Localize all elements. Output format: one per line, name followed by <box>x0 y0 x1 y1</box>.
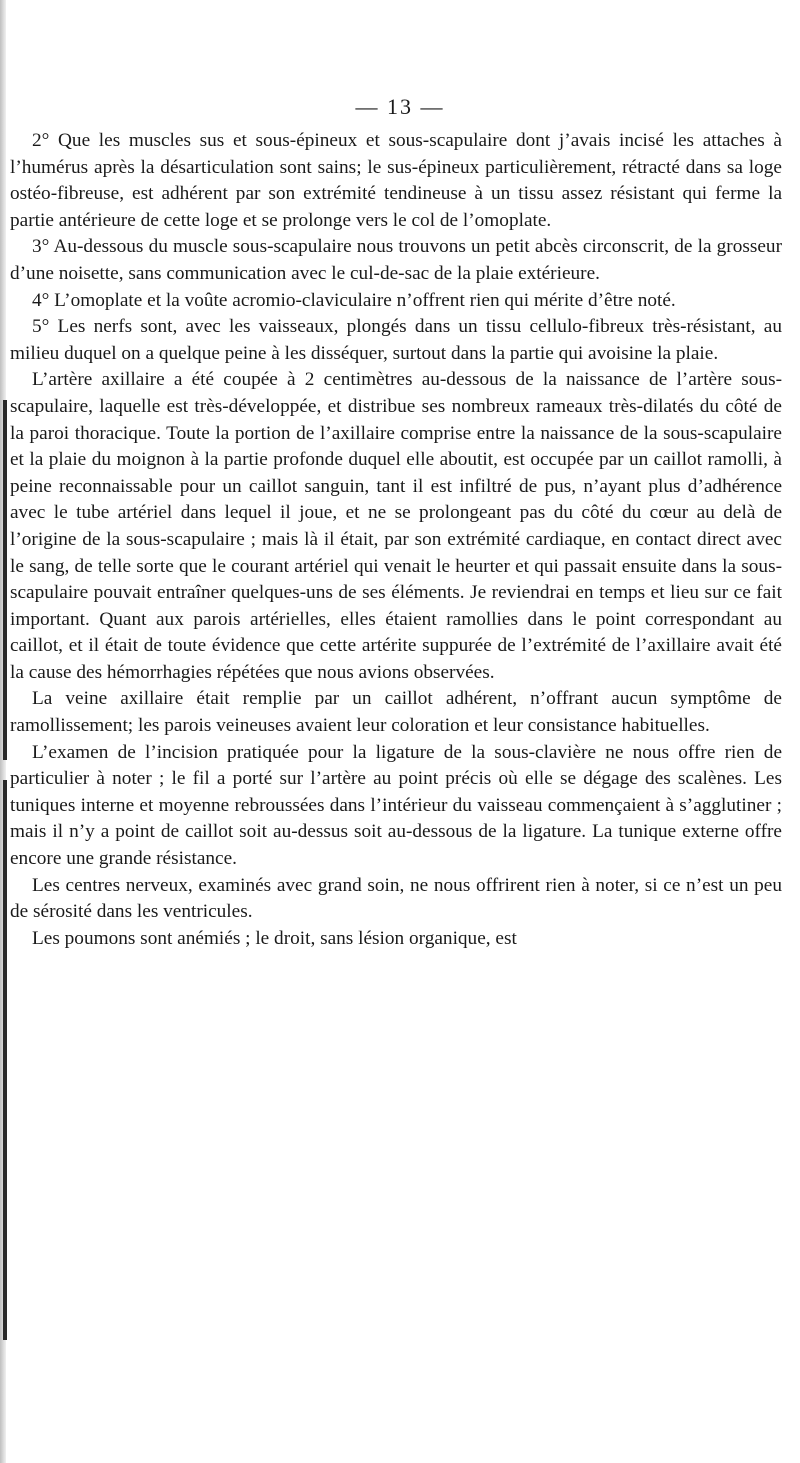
binding-gutter-mark <box>3 400 7 760</box>
paragraph-nervous-centers: Les centres nerveux, examinés avec grand soin, ne nous offrirent rien à noter, si ce n’est un peu de sérosité dans les ventricules. <box>10 874 782 923</box>
paragraph-muscles: 2° Que les muscles sus et sous-épineux et sous-scapulaire dont j’avais incisé les attaches à l’humérus après la désarticulation sont sains; le sus-épineux particulièrement, rétracté dans sa loge ostéo-fibreuse, est adhérent par son extrémité tendineuse à un tissu assez résistant qui ferme la partie antérieure de cette loge et se prolonge vers le col de l’omoplate. <box>10 130 782 231</box>
paragraph-subclavian-ligature: L’examen de l’incision pratiquée pour la ligature de la sous-clavière ne nous offre rien de particulier à noter ; le fil a porté sur l’artère au point précis où elle se dégage des scalènes. Les tuniques interne et moyenne rebroussées dans l’intérieur du vaisseau commençaient à s’agglutiner ; mais il n’y a point de caillot soit au-dessus soit au-dessous de la ligature. La tunique externe offre encore une grande résistance. <box>10 741 782 870</box>
paragraph-scapula: 4° L’omoplate et la voûte acromio-claviculaire n’offrent rien qui mérite d’être noté. <box>32 289 676 311</box>
paragraph-axillary-artery: L’artère axillaire a été coupée à 2 centimètres au-dessous de la naissance de l’artère sous-scapulaire, laquelle est très-développée, et distribue ses nombreux rameaux très-dilatés du côté de la paroi thoracique. Toute la portion de l’axillaire comprise entre la naissance de la sous-scapulaire et la plaie du moignon à la partie profonde duquel elle aboutit, est occupée par un caillot ramolli, à peine reconnaissable pour un caillot sanguin, tant il est infiltré de pus, n’ayant plus d’adhérence avec le tube artériel dans lequel il joue, et ne se prolongeant pas du côté du cœur au delà de l’origine de la sous-scapulaire ; mais là il était, par son extrémité cardiaque, en contact direct avec le sang, de telle sorte que le courant artériel qui venait le heurter et qui passait ensuite dans la sous-scapulaire pouvait entraîner quelques-uns de ses éléments. Je reviendrai en temps et lieu sur ce fait important. Quant aux parois artérielles, elles étaient ramollies dans le point correspondant au caillot, et il était de toute évidence que cette artérite suppurée de l’extrémité de l’axillaire avait été la cause des hémorrhagies répétées que nous avions observées. <box>10 369 782 683</box>
paragraph-abscess: 3° Au-dessous du muscle sous-scapulaire nous trouvons un petit abcès circonscrit, de la grosseur d’une noisette, sans communication avec le cul-de-sac de la plaie extérieure. <box>10 236 782 284</box>
paragraph-lungs: Les poumons sont anémiés ; le droit, sans lésion organique, est <box>32 927 517 949</box>
body-text <box>10 128 782 952</box>
paragraph-axillary-vein: La veine axillaire était remplie par un caillot adhérent, n’offrant aucun symptôme de ramollissement; les parois veineuses avaient leur coloration et leur consistance habituelles. <box>10 688 782 737</box>
binding-gutter-mark <box>3 780 7 1340</box>
page-number: — 13 — <box>355 94 445 119</box>
paragraph-nerves: 5° Les nerfs sont, avec les vaisseaux, plongés dans un tissu cellulo-fibreux très-résistant, au milieu duquel on a quelque peine à les disséquer, surtout dans la partie qui avoisine la plaie. <box>10 316 782 364</box>
